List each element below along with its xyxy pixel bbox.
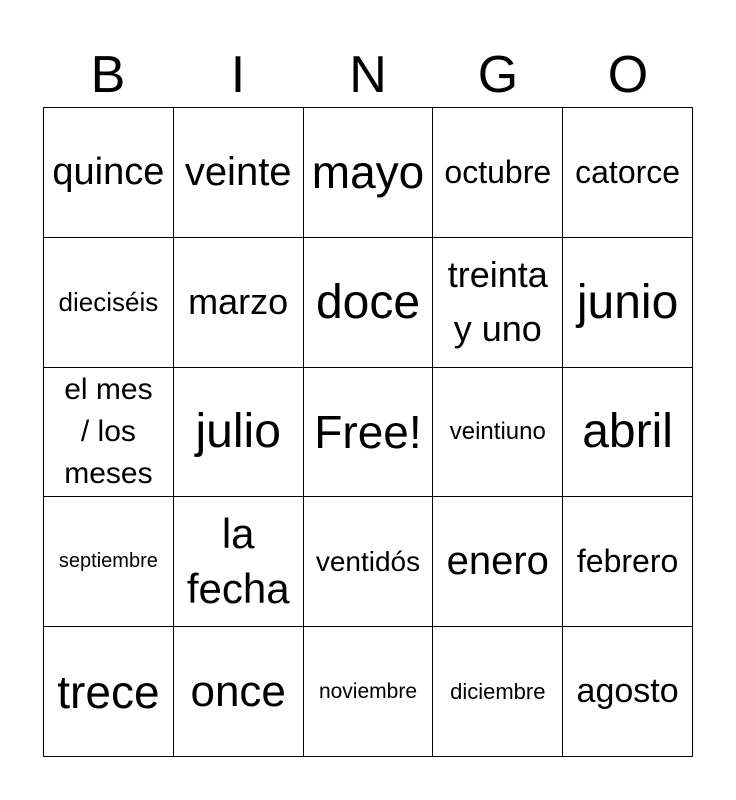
bingo-cell[interactable] bbox=[433, 238, 563, 368]
header-letter-i: I bbox=[230, 46, 246, 104]
bingo-cell[interactable] bbox=[433, 368, 563, 498]
cell-text: julio bbox=[195, 405, 281, 459]
bingo-cell[interactable] bbox=[563, 497, 693, 627]
bingo-board bbox=[43, 107, 693, 757]
cell-text: septiembre bbox=[58, 550, 158, 573]
bingo-cell[interactable] bbox=[304, 497, 434, 627]
bingo-cell[interactable] bbox=[563, 368, 693, 498]
bingo-cell[interactable] bbox=[44, 497, 174, 627]
bingo-cell[interactable] bbox=[174, 108, 304, 238]
bingo-cell[interactable] bbox=[433, 497, 563, 627]
bingo-cell[interactable] bbox=[44, 108, 174, 238]
cell-text: junio bbox=[576, 275, 679, 329]
cell-text: ventidós bbox=[315, 545, 421, 577]
bingo-cell[interactable] bbox=[563, 238, 693, 368]
cell-text: treinta y uno bbox=[447, 254, 548, 350]
bingo-cell[interactable] bbox=[563, 627, 693, 757]
cell-text: mayo bbox=[311, 146, 425, 199]
bingo-cell[interactable] bbox=[44, 627, 174, 757]
cell-text: abril bbox=[582, 405, 673, 459]
cell-text: dieciséis bbox=[58, 286, 159, 317]
bingo-cell[interactable] bbox=[304, 238, 434, 368]
cell-text: catorce bbox=[575, 153, 681, 190]
bingo-cell[interactable] bbox=[563, 108, 693, 238]
cell-text: veintiuno bbox=[449, 417, 546, 445]
cell-text: doce bbox=[315, 275, 421, 329]
cell-text: Free! bbox=[314, 405, 422, 458]
cell-text: febrero bbox=[576, 543, 679, 580]
cell-text: once bbox=[190, 666, 286, 716]
cell-text: marzo bbox=[188, 281, 289, 323]
bingo-cell[interactable] bbox=[433, 627, 563, 757]
bingo-cell[interactable] bbox=[44, 238, 174, 368]
cell-text: noviembre bbox=[318, 679, 418, 703]
cell-text: el mes / los meses bbox=[64, 372, 153, 490]
bingo-cell[interactable] bbox=[174, 238, 304, 368]
cell-text: veinte bbox=[184, 149, 292, 194]
bingo-cell[interactable] bbox=[304, 627, 434, 757]
header-letter-b: B bbox=[90, 46, 126, 104]
cell-text: octubre bbox=[444, 153, 552, 190]
bingo-header bbox=[43, 42, 693, 108]
header-letter-g: G bbox=[477, 46, 519, 104]
bingo-cell[interactable] bbox=[174, 497, 304, 627]
bingo-cell[interactable] bbox=[304, 368, 434, 498]
header-letter-o: O bbox=[607, 46, 649, 104]
bingo-cell[interactable] bbox=[304, 108, 434, 238]
cell-text: agosto bbox=[576, 672, 679, 711]
header-letter-n: N bbox=[349, 46, 387, 104]
bingo-cell[interactable] bbox=[433, 108, 563, 238]
cell-text: la fecha bbox=[186, 510, 290, 612]
cell-text: enero bbox=[446, 539, 549, 584]
cell-text: quince bbox=[52, 150, 165, 193]
bingo-cell[interactable] bbox=[174, 627, 304, 757]
bingo-cell[interactable] bbox=[174, 368, 304, 498]
cell-text: diciembre bbox=[450, 678, 546, 704]
bingo-cell[interactable] bbox=[44, 368, 174, 498]
cell-text: trece bbox=[57, 665, 160, 718]
